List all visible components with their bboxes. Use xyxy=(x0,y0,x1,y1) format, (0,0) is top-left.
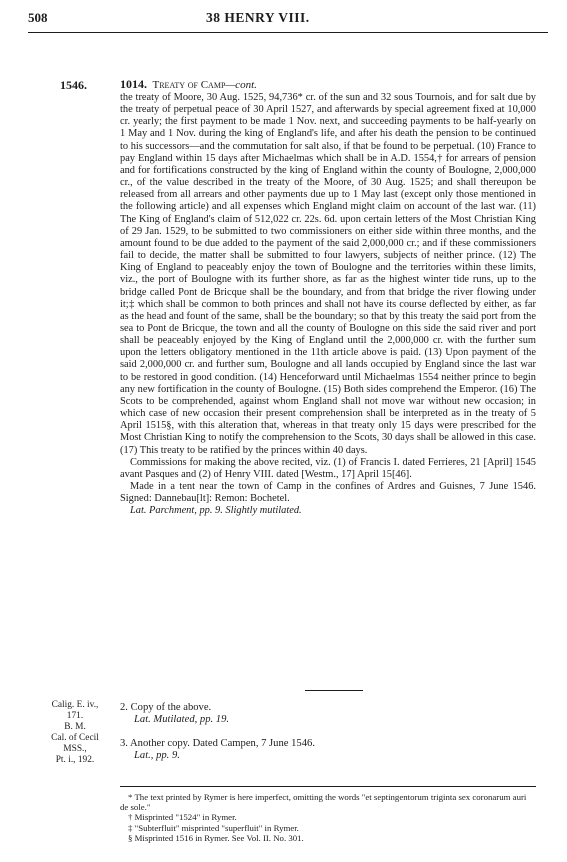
copy-2-desc: Lat. Mutilated, pp. 19. xyxy=(134,714,230,725)
section-rule xyxy=(305,690,363,691)
source-ref-line: MSS., xyxy=(63,744,87,754)
entry-heading xyxy=(120,78,257,92)
entry-year: 1546. xyxy=(60,78,87,92)
footnote-3: ‡ "Subterfluit" misprinted "superfluit" in Rymer. xyxy=(128,822,299,833)
source-reference xyxy=(42,700,108,766)
treaty-articles-paragraph: the treaty of Moore, 30 Aug. 1525, 94,736* cr. of the sun and 32 sous Tournois, and for salt due by the treaty of perpetual peace of 30 April 1527, and afterwards by special agreement fixed at 10,000 cr. yearly; the first payment to be made 1 Nov. next, and succeeding payments to be half-yearly on 1 May and 1 Nov. during the king of England's life, and after his death the pension to be continued to his successors—and the commutation for salt also, if that be found to be perpetual. (10) France to pay England within 15 days after Michaelmas which shall be in A.D. 1554,† for arrears of pension and for fortifications constructed by the king of England within the county of Boulogne, 2,000,000 cr., of the value described in the treaty of the Moore, of 30 Aug. 1525; and shall thereupon be released from all arrears and other payments due up to 1 May last (except only those mentioned in the following article) and all expenses which England might claim on account of the last war. (11) The King of England's claim of 512,022 cr. 22s. 6d. upon certain letters of the Most Christian King of 29 Jan. 1529, to be submitted to two commissioners on either side within three months, and the amount found to be due added to the payment of the said 2,000,000 cr.; and if these commissioners fail to decide, the matter shall be submitted to four lawyers, subjects of neither prince. (12) The King of England to peaceably enjoy the town of Boulogne and the territories within these limits, viz., the port of Boulogne with its further shore, as far as the highest winter tide runs, up to the bridge called Pont de Bricque shall be the boundary, and from that bridge the river flowing under it;‡ which shall be common to both princes and shall not have its course deflected by either, as far as the head and fount of the same, shall be the boundary; so that by this treaty the said port from the sea to Pont de Bricque, the town and all the county of Boulogne on this side the said river and port shall be peaceably enjoyed by the King of England until the 2,000,000 cr. with the further sum upon the letters obligatory mentioned in the 11th article above is paid. (13) Upon payment of the said 2,000,000 cr. and further sum, Boulogne and all lands occupied by England since the last war to be restored in good condition. (14) Henceforward until Michaelmas 1554 neither prince to begin any new fortification in the county of Boulogne. (15) Both sides comprehend the Emperor. (16) The Scots to be comprehended, against whom England shall not move war without new occasion; in which case of new occasion their present comprehension shall be interpreted as in the treaty of 5 April 1515§, with this alteration that, whereas in that treaty only 15 days were prescribed for the Most Christian King to notify the comprehension to the Scots, 30 days shall be allowed in this case. (17) This treaty to be ratified by the princes within 40 days. xyxy=(120,92,536,456)
page-number: 508 xyxy=(28,10,48,25)
physical-description: Lat. Parchment, pp. 9. Slightly mutilated. xyxy=(130,505,302,517)
source-ref-line: 171. xyxy=(66,711,84,721)
copy-3-desc: Lat., pp. 9. xyxy=(134,750,180,761)
copy-3-text: 3. Another copy. Dated Campen, 7 June 1546. xyxy=(120,738,315,749)
copy-entry-2 xyxy=(120,702,229,726)
entry-number: 1014. xyxy=(120,77,147,91)
source-ref-line: B. M. xyxy=(64,722,86,732)
running-title: 38 HENRY VIII. xyxy=(206,10,310,25)
footnote-2: † Misprinted "1524" in Rymer. xyxy=(128,812,237,823)
footnotes xyxy=(120,792,536,843)
copy-entry-3 xyxy=(120,738,315,762)
source-ref-line: Pt. i., 192. xyxy=(55,755,95,765)
entry-title: Treaty of Camp xyxy=(152,79,226,91)
header-rule xyxy=(28,32,548,33)
copy-2-text: 2. Copy of the above. xyxy=(120,702,212,713)
entry-cont: —cont. xyxy=(225,79,257,91)
footnote-1: * The text printed by Rymer is here imperfect, omitting the words "et septingentorum triginta sex coronarum auri de sole." xyxy=(120,792,527,813)
footnote-rule xyxy=(120,786,536,787)
source-ref-line: Calig. E. iv., xyxy=(51,700,99,710)
source-ref-line: Cal. of Cecil xyxy=(51,733,99,743)
watermark-stamp xyxy=(0,135,12,145)
entry-body xyxy=(120,92,536,517)
commissions-paragraph: Commissions for making the above recited, viz. (1) of Francis I. dated Ferrieres, 21 [April] 1545 avant Pasques and (2) of Henry VIII. dated [Westm., 17] April 15[46]. xyxy=(120,456,536,480)
footnote-4: § Misprinted 1516 in Rymer. See Vol. II. No. 301. xyxy=(128,832,304,843)
signature-paragraph: Made in a tent near the town of Camp in the confines of Ardres and Guisnes, 7 June 1546. Signed: Dannebau[lt]: Remon: Bochetel. xyxy=(120,481,536,505)
